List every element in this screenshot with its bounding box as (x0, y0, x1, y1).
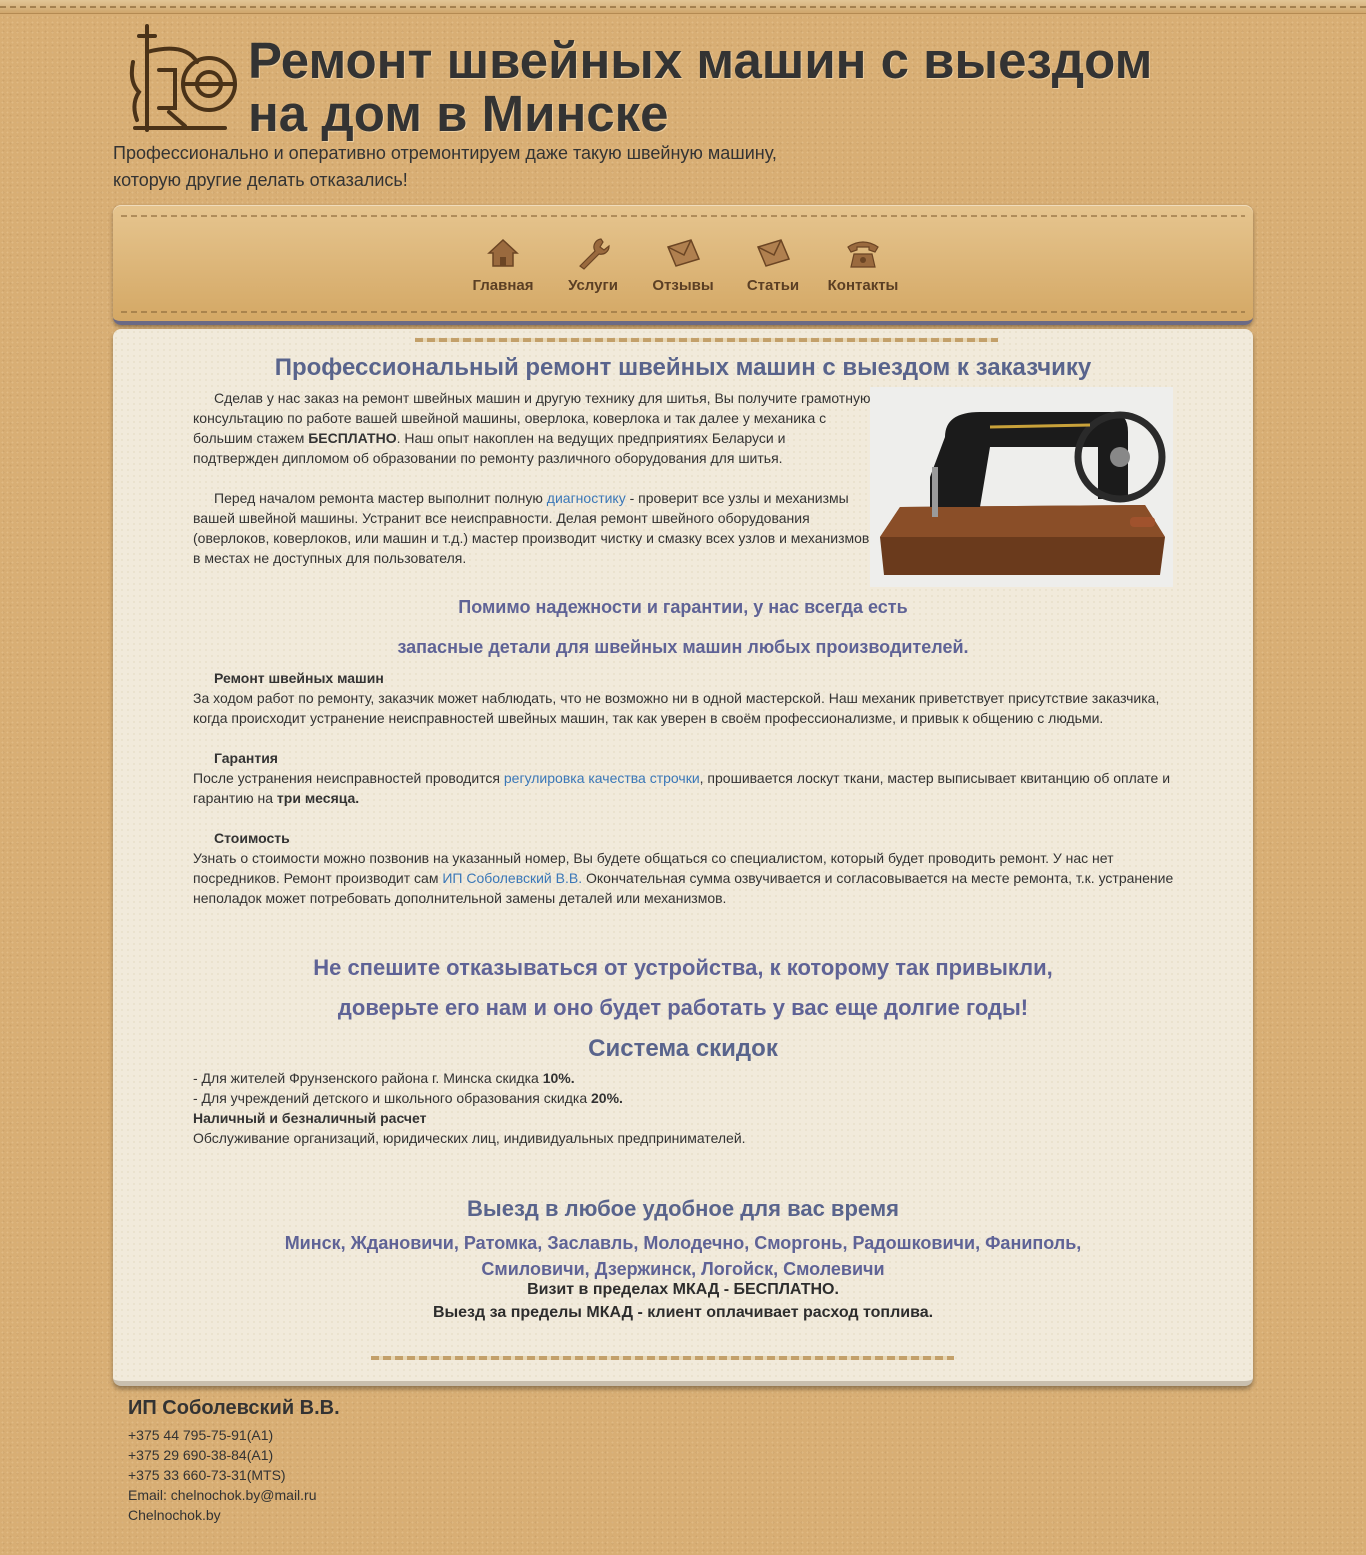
top-stitch-border (0, 0, 1366, 14)
discount2-text: - Для учреждений детского и школьного образования скидка (193, 1090, 591, 1106)
footer-site[interactable]: Chelnochok.by (128, 1507, 221, 1523)
highlight-line-1: Помимо надежности и гарантии, у нас всегда есть (458, 597, 908, 617)
intro-p2-text-b: - проверит все узлы и механизмы вашей швейной машины. Устранит все неисправности. Делая ремонт швейного оборудования (оверлоков, коверлоков, или машин и т.д.) мастер производит чистку и смазку всех узлов и механизмов в местах не доступных для пользователя. (193, 490, 870, 566)
nav-item-articles[interactable] (728, 235, 818, 294)
intro-p1-bold: БЕСПЛАТНО (308, 430, 397, 446)
nav-label-services: Услуги (568, 277, 618, 294)
repair-title: Ремонт швейных машин (214, 670, 384, 686)
stitch-divider-top (415, 338, 998, 342)
footer-phone-2[interactable]: +375 29 690-38-84(A1) (128, 1447, 274, 1463)
intro-p1-text-a: Сделав у нас заказ на ремонт швейных машин и другую технику для шитья, Вы получите грамотную консультацию по работе вашей швейной машины, оверлока, коверлока и так далее у механика с большим стажем (193, 390, 871, 446)
cost-text-a: Узнать о стоимости можно позвонив на указанный номер, Вы будете общаться со специалистом, который будет проводить ремонт. У нас нет посредников. Ремонт производит сам (193, 850, 1114, 886)
home-icon (485, 235, 521, 271)
visit-free: Визит в пределах МКАД - БЕСПЛАТНО. (527, 1281, 839, 1298)
visit-heading: Выезд в любое удобное для вас время (467, 1196, 899, 1221)
discount1-text: - Для жителей Фрунзенского района г. Минска скидка (193, 1070, 543, 1086)
cities-line-1: Минск, Ждановичи, Ратомка, Заславль, Молодечно, Сморгонь, Радошковичи, Фаниполь, (284, 1233, 1082, 1253)
visit-paid: Выезд за пределы МКАД - клиент оплачивает расход топлива. (432, 1304, 934, 1321)
envelope-icon (755, 235, 791, 271)
nav-item-contacts[interactable] (818, 235, 908, 294)
appeal-line-1: Не спешите отказываться от устройства, к которому так привыкли, (313, 955, 1053, 980)
warranty-text-a: После устранения неисправностей проводится (193, 770, 504, 786)
footer-company-name: ИП Соболевский В.В. (128, 1397, 340, 1419)
nav-item-reviews[interactable] (638, 235, 728, 294)
intro-paragraph-1 (193, 388, 873, 468)
appeal-line-2: доверьте его нам и оно будет работать у вас еще долгие годы! (337, 995, 1029, 1020)
site-title-line1: Ремонт швейных машин с выездом (248, 32, 1153, 89)
nav-label-home: Главная (472, 277, 534, 294)
cost-title: Стоимость (214, 830, 290, 846)
discount-heading: Система скидок (588, 1035, 778, 1062)
site-title-line2: на дом в Минске (248, 85, 669, 142)
footer-email[interactable]: Email: chelnochok.by@mail.ru (128, 1487, 317, 1503)
main-nav (113, 205, 1253, 325)
footer-phone-3[interactable]: +375 33 660-73-31(MTS) (128, 1467, 286, 1483)
sole-proprietor-link[interactable]: ИП Соболевский В.В. (442, 870, 583, 886)
phone-icon (845, 235, 881, 271)
diagnostics-link[interactable]: диагностику (546, 490, 626, 506)
intro-paragraph-2 (193, 488, 873, 568)
discount1-bold: 10%. (542, 1070, 575, 1086)
nav-label-contacts: Контакты (827, 277, 899, 294)
site-title (248, 34, 1248, 140)
nav-item-services[interactable] (548, 235, 638, 294)
footer (128, 1397, 340, 1525)
stitch-divider-bottom (371, 1356, 954, 1360)
warranty-title: Гарантия (214, 750, 278, 766)
envelope-icon (665, 235, 701, 271)
stitch-quality-link[interactable]: регулировка качества строчки (503, 770, 700, 786)
tagline (113, 140, 833, 194)
highlight-line-2: запасные детали для швейных машин любых производителей. (397, 637, 969, 657)
nav-label-articles: Статьи (746, 277, 800, 294)
sewing-machine-logo-icon[interactable] (125, 22, 240, 134)
intro-p1-text-b: . Наш опыт накоплен на ведущих предприятиях Беларуси и подтвержден дипломом об образовании по ремонту различного оборудования для шитья. (193, 430, 786, 466)
tagline-line2: которую другие делать отказались! (113, 170, 408, 190)
sewing-machine-photo (870, 387, 1173, 587)
cost-text-b: Окончательная сумма озвучивается и согласовывается на месте ремонта, т.к. устранение неполадок может потребовать дополнительной замены деталей или механизмов. (193, 870, 1174, 906)
main-content (113, 329, 1253, 1386)
repair-text: За ходом работ по ремонту, заказчик может наблюдать, что не возможно ни в одной мастерской. Наш механик приветствует присутствие заказчика, когда происходит устранение неисправностей швейных машин, так как уверен в своём профессионализме, и привык к общению с людьми. (193, 690, 1160, 726)
nav-label-reviews: Отзывы (652, 277, 714, 294)
tagline-line1: Профессионально и оперативно отремонтируем даже такую швейную машину, (113, 143, 777, 163)
discount-section (193, 1068, 1178, 1148)
cities-list (113, 1230, 1253, 1282)
repair-section (193, 668, 1178, 728)
cost-section (193, 828, 1178, 908)
intro-p2-text-a: Перед началом ремонта мастер выполнит полную (214, 490, 547, 506)
discount2-bold: 20%. (591, 1090, 623, 1106)
warranty-section (193, 748, 1178, 808)
main-heading: Профессиональный ремонт швейных машин с выездом к заказчику (274, 354, 1092, 381)
warranty-bold: три месяца. (276, 790, 360, 806)
nav-item-home[interactable] (458, 235, 548, 294)
wrench-icon (575, 235, 611, 271)
warranty-text-b: , прошивается лоскут ткани, мастер выписывает квитанцию об оплате и гарантию на (193, 770, 1171, 806)
footer-phone-1[interactable]: +375 44 795-75-91(A1) (128, 1427, 274, 1443)
payment-title: Наличный и безналичный расчет (193, 1110, 427, 1126)
payment-text: Обслуживание организаций, юридических лиц, индивидуальных предпринимателей. (193, 1130, 746, 1146)
cities-line-2: Смиловичи, Дзержинск, Логойск, Смолевичи (481, 1259, 885, 1279)
